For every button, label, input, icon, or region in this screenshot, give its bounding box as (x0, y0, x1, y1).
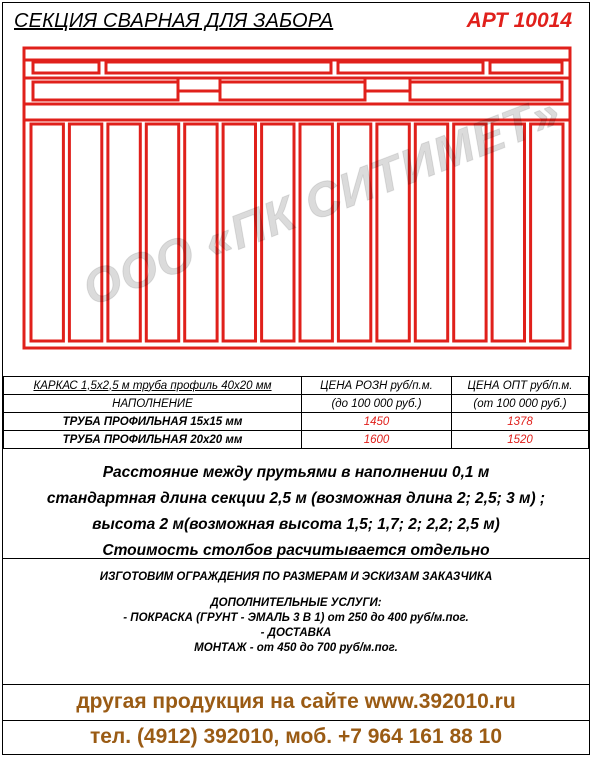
row-product-name: ТРУБА ПРОФИЛЬНАЯ 20х20 мм (4, 431, 302, 449)
filling-label: НАПОЛНЕНИЕ (4, 395, 302, 413)
page-title: СЕКЦИЯ СВАРНАЯ ДЛЯ ЗАБОРА (14, 10, 334, 32)
row-product-name: ТРУБА ПРОФИЛЬНАЯ 15х15 мм (4, 413, 302, 431)
watermark-text: ООО «ПК СИТИМЕТ» (76, 85, 568, 317)
info-spacing: Расстояние между прутьями в наполнении 0,1 м (102, 464, 490, 481)
retail-price-subheader: (до 100 000 руб.) (302, 395, 452, 413)
service-delivery: - ДОСТАВКА (260, 627, 332, 639)
fence-top-bar (490, 62, 562, 73)
fence-picket (31, 124, 63, 341)
fence-mid-bar (220, 82, 365, 100)
divider (3, 558, 589, 559)
services-block (3, 563, 589, 654)
fence-mid-bar (33, 82, 178, 100)
custom-order-note: ИЗГОТОВИМ ОГРАЖДЕНИЯ ПО РАЗМЕРАМ И ЭСКИЗАМ ЗАКАЗЧИКА (99, 571, 493, 583)
contact-phone: тел. (4912) 392010, моб. +7 964 161 88 10 (89, 725, 503, 748)
fence-top-bar (338, 62, 483, 73)
wholesale-price-header: ЦЕНА ОПТ руб/п.м. (452, 377, 589, 395)
price-table (3, 376, 589, 449)
article-number: АРТ 10014 (466, 9, 572, 32)
fence-top-bar (106, 62, 331, 73)
info-length: стандартная длина секции 2,5 м (возможная длина 2; 2,5; 3 м) ; (46, 490, 546, 507)
website-link[interactable]: другая продукция на сайте www.392010.ru (76, 690, 516, 713)
table-row (4, 413, 589, 431)
retail-price-header: ЦЕНА РОЗН руб/п.м. (302, 377, 452, 395)
info-posts: Стоимость столбов расчитывается отдельно (102, 542, 490, 559)
services-title: ДОПОЛНИТЕЛЬНЫЕ УСЛУГИ: (210, 597, 382, 609)
info-block (3, 460, 589, 564)
fence-picket (531, 124, 563, 341)
fence-top-bar (33, 62, 99, 73)
row-retail-price: 1600 (302, 431, 452, 449)
service-installation: МОНТАЖ - от 450 до 700 руб/м.пог. (194, 642, 398, 654)
wholesale-price-subheader: (от 100 000 руб.) (452, 395, 589, 413)
row-wholesale-price: 1378 (452, 413, 589, 431)
frame-spec-label: КАРКАС 1,5х2,5 м труба профиль 40х20 мм (4, 377, 302, 395)
row-wholesale-price: 1520 (452, 431, 589, 449)
info-height: высота 2 м(возможная высота 1,5; 1,7; 2; 2,2; 2,5 м) (92, 516, 500, 533)
row-retail-price: 1450 (302, 413, 452, 431)
divider (3, 720, 589, 721)
divider (3, 684, 589, 685)
table-row (4, 431, 589, 449)
service-painting: - ПОКРАСКА (ГРУНТ - ЭМАЛЬ 3 В 1) от 250 до 400 руб/м.пог. (123, 612, 469, 624)
